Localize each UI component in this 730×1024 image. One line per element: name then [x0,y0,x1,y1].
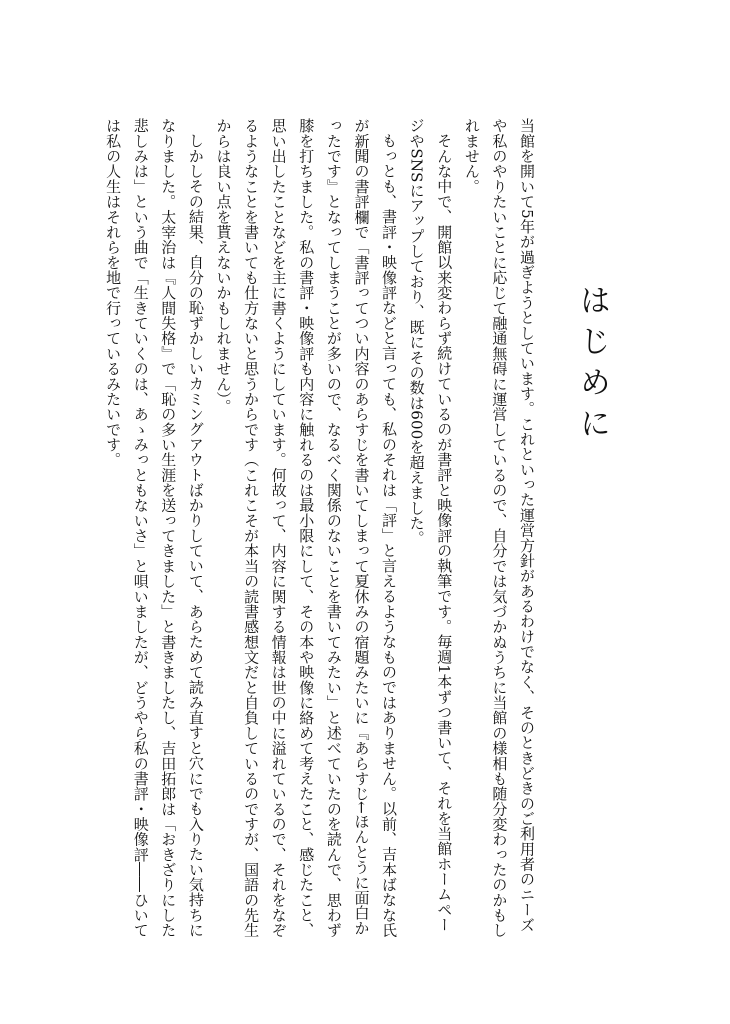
page-title: はじめに [574,284,610,448]
paragraph: もっとも、書評・映像評などと言っても、私のそれは「評」と言えるようなものではありません。以前、吉本ばなな氏が新聞の書評欄で「書評ってつい内容のあらすじを書いてしまって夏休みの宿題みたいに『あらすじ←ほんとうに面白かったです』となってしまうことが多いので、なるべく関係のないことを書いてみたい」と述べていたのを読んで、思わず膝を打ちました。私の書評・映像評も内容に触れるのは最小限にして、その本や映像に絡めて考えたこと、感じたこと、思い出したことなどを主に書くようにしています。何故って、内容に関する情報は世の中に溢れているので、それをなぞるようなことを書いても仕方ないと思うからです（これこそが本当の読書感想文だと自負しているのですが、国語の先生からは良い点を貰えないかもしれません）。 [214,118,399,938]
body-text [99,118,541,944]
paragraph: しかしその結果、自分の恥ずかしいカミングアウトばかりしていて、あらためて読み直すと穴にでも入りたい気持ちになりました。太宰治は『人間失格』で「恥の多い生涯を送ってきました」と書きましたし、吉田拓郎は「おきざりにした悲しみは」という曲で「生きていくのは、あゝみっともないさ」と唄いましたが、どうやら私の書評・映像評――ひいては私の人生はそれらを地で行っているみたいです。 [104,118,205,938]
paragraph: そんな中で、開館以来変わらず続けているのが書評と映像評の執筆です。毎週1本ずつ書いて、それを当館ホームページやSNSにアップしており、既にその数は600を超えました。 [407,118,454,933]
paragraph: 当館を開いて5年が過ぎようとしています。これといった運営方針があるわけでなく、そのときどきのご利用者のニーズや私のやりたいことに応じて融通無碍に運営しているので、自分では気づかぬうちに当館の様相も随分変わったのかもしれません。 [462,118,536,938]
